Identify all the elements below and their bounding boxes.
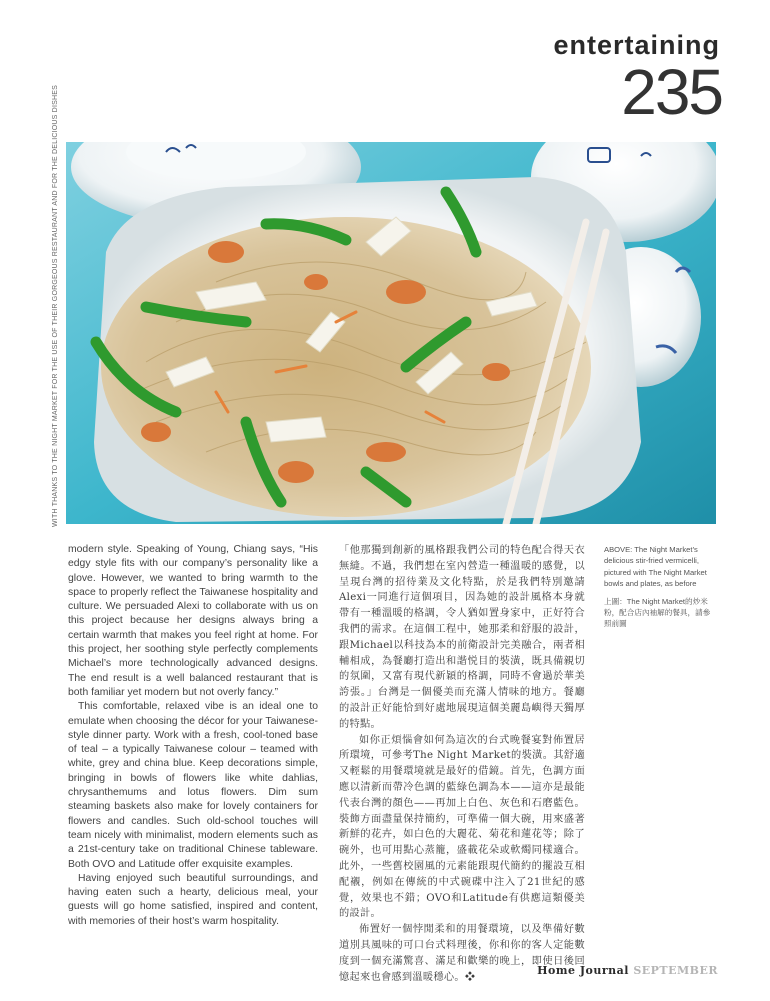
page-number: 235	[621, 56, 722, 128]
article-en-paragraph: This comfortable, relaxed vibe is an ideal one to emulate when choosing the décor for your Taiwanese-style dinner party. Work with a fresh, cool-toned base of teal – a typically Taiwanese colour – teamed with white, grey and china blue. Keep decorations simple, bringing in bowls of flowers like white dahlias, chrysanthemums and lotus flowers. Dim sum steaming baskets also make for lovely containers for flowers and candles. Such old-school touches will team nicely with minimalist, modern elements such as a 21st-century take on traditional Chinese tableware. Both OVO and Latitude offer exquisite examples.	[68, 701, 318, 870]
issue-month: SEPTEMBER	[633, 964, 718, 977]
article-cn-paragraph: 如你正煩惱會如何為這次的台式晚餐宴對佈置居所環境，可參考The Night Market的裝潢。其舒適又輕鬆的用餐環境就是最好的借鏡。首先，色調方面應以清新而帶冷色調的藍綠色調為本——這亦是最能代表台灣的顏色——再加上白色、灰色和石磨藍色。裝飾方面盡量保持簡約，可準備一個大碗，用來盛著新鮮的花卉，如白色的大麗花、菊花和蓮花等；除了碗外，也可用點心蒸籠，盛載花朵或軟燭同樣適合。此外，一些舊校園風的元素能跟現代簡約的擺設互相配襯，例如在傳統的中式碗碟中注入了21世紀的感覺，效果也不錯；OVO和Latitude有供應這類優美的設計。	[339, 734, 585, 920]
article-en-paragraph: modern style. Speaking of Young, Chiang says, “His edgy style fits with our company’s personality like a glove. However, we wanted to bring warmth to the space to properly reflect the Taiwanese hospitality and culture. We persuaded Alexi to collaborate with us on this project because her designs always bring a certain warmth that makes you feel right at home. For this project, her soothing style perfectly complements Michael’s more technologically advanced designs. The end result is a well balanced restaurant that is both familiar yet modern but not overly fancy.”	[68, 544, 318, 698]
caption-english: ABOVE: The Night Market’s delicious stir-fried vermicelli, pictured with The Night Market bowls and plates, as before	[604, 545, 707, 589]
caption-chinese: 上圖：The Night Market的炒米粉，配合店內袖解的餐具，請參照前圖	[604, 596, 711, 629]
article-en-paragraph: Having enjoyed such beautiful surroundings, and having eaten such a hearty, delicious meal, your guests will go home satisfied, inspired and content, with memories of their host’s warm hospitality.	[68, 872, 318, 927]
magazine-name: Home Journal	[537, 964, 629, 977]
section-title: entertaining	[553, 30, 720, 60]
article-english	[68, 543, 318, 929]
article-cn-paragraph: 佈置好一個悖閒柔和的用餐環境，以及準備好數道別具風味的可口台式料理後，你和你的客人定能數度到一個充滿驚喜、滿足和歡樂的晚上，即使日後回憶起來也會感到溫暖穩心。❖	[339, 924, 585, 983]
article-chinese	[339, 543, 585, 985]
page-footer	[537, 964, 718, 977]
photo-caption	[604, 544, 716, 636]
food-photo	[66, 142, 716, 524]
photo-credit: WITH THANKS TO THE NIGHT MARKET FOR THE USE OF THEIR GORGEOUS RESTAURANT AND FOR THE DELICIOUS DISHES	[52, 85, 59, 527]
article-cn-paragraph: 「他那獨到創新的風格跟我們公司的特色配合得天衣無縫。不過，我們想在室內營造一種溫暖的感覺，以呈現台灣的招待業及文化特點，於是我們特別邀請Alexi一同進行這個項目，因為她的設計風格本身就帶有一種溫暖的格調，令人猶如置身家中，正好符合我們的需求。在這個工程中，她那柔和舒服的設計，跟Michael以科技為本的前衛設計完美融合，兩者相輔相成，為餐廳打造出和諧悦目的裝潢，既具備親切的氛圍，又富有現代新穎的格調，同時不會過於華美誇張。」台灣是一個優美而充滿人情味的地方。餐廳的設計正好能恰到好處地展現這個美麗島嶼得天獨厚的特點。	[339, 545, 585, 730]
